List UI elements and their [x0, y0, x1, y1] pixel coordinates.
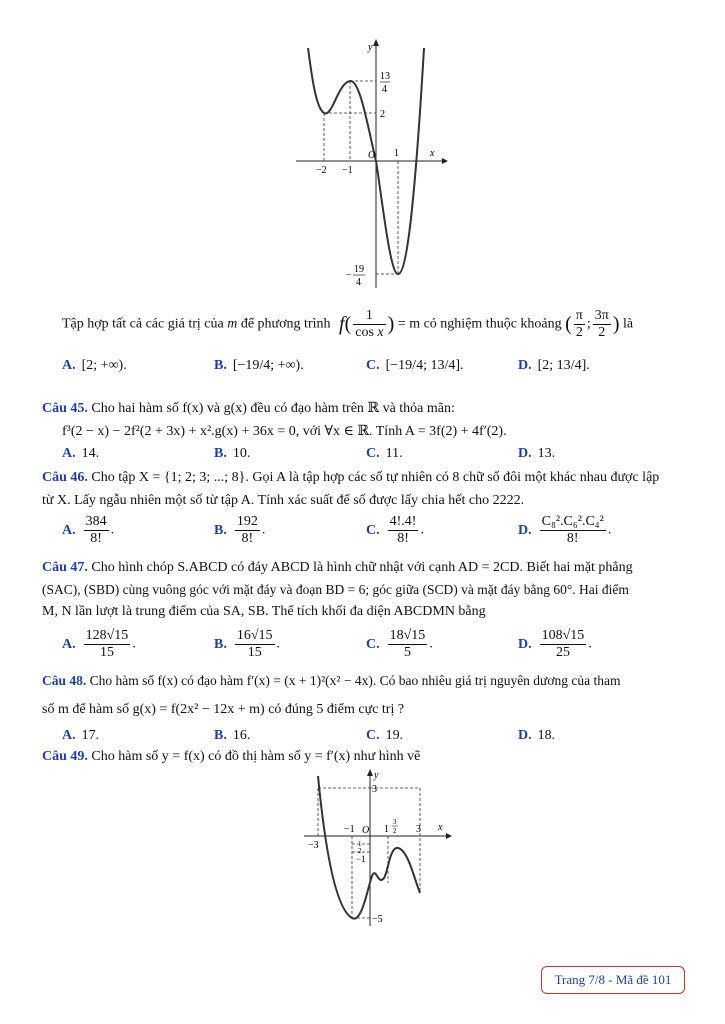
q45-line1: Câu 45. Cho hai hàm số f(x) và g(x) đều có đạo hàm trên ℝ và thỏa mãn:	[42, 401, 455, 416]
q48-line2: số m để hàm số g(x) = f(2x² − 12x + m) có đúng 5 điểm cực trị ?	[42, 702, 405, 717]
q44-option-b[interactable]: B. [−19/4; +∞).	[214, 358, 304, 373]
q46-line1: Câu 46. Cho tập X = {1; 2; 3; ...; 8}. Gọi A là tập hợp các số tự nhiên có 8 chữ số đôi một khác nhau được lập	[42, 470, 660, 485]
q45-option-c[interactable]: C. 11.	[366, 446, 403, 461]
q47-line2: (SAC), (SBD) cùng vuông góc với mặt đáy và đoạn BD = 6; góc giữa (SCD) và mặt đáy bằng 60°. Hai điểm	[42, 582, 629, 597]
x-axis-label: x	[430, 148, 435, 159]
q44-option-c[interactable]: C. [−19/4; 13/4].	[366, 358, 464, 373]
x-axis-label: x	[438, 822, 443, 833]
q46-option-d[interactable]: D. $\frac{\text{C₈².C₆².C₄²}}{8!}$ .	[518, 514, 612, 546]
q46-option-c[interactable]: C. $\frac{4!.4!}{8!}$ .	[366, 514, 424, 546]
y-axis-arrow	[367, 769, 373, 776]
origin-label: O	[362, 825, 370, 836]
q44-option-a[interactable]: A. [2; +∞).	[62, 358, 127, 373]
origin-label: O	[368, 150, 376, 161]
tick-x-1: 1	[384, 824, 389, 835]
q46-line2: từ X. Lấy ngẫu nhiên một số từ tập A. Tính xác suất để số được lấy chia hết cho 2222.	[42, 493, 525, 508]
x-axis-arrow	[442, 158, 448, 164]
q46-option-b[interactable]: B. $\frac{192}{8!}$ .	[214, 514, 266, 546]
tick-x-3-2-num: 3	[393, 818, 397, 826]
tick-x-3: 3	[416, 824, 421, 835]
q47-line1: Câu 47. Cho hình chóp S.ABCD có đáy ABCD là hình chữ nhật với cạnh AD = 2CD. Biết hai mặt phẳng	[42, 560, 633, 575]
q45-option-d[interactable]: D. 13.	[518, 446, 556, 461]
tick-y-minus-half-den: 2	[358, 847, 362, 855]
tick-y-minus: −	[346, 270, 352, 281]
q45-option-b[interactable]: B. 10.	[214, 446, 251, 461]
tick-y-13-den: 4	[382, 84, 387, 95]
y-axis-label: y	[374, 770, 379, 781]
q49-curve	[318, 776, 420, 919]
tick-x-3-2-den: 2	[393, 827, 397, 835]
q44-option-d[interactable]: D. [2; 13/4].	[518, 358, 590, 373]
q49-graph	[300, 768, 460, 928]
q44-graph	[290, 38, 460, 293]
tick-x-1: 1	[394, 148, 399, 159]
q47-option-d[interactable]: D. $\frac{108√15}{25}$ .	[518, 628, 592, 660]
q45-option-a[interactable]: A. 14.	[62, 446, 100, 461]
q48-option-d[interactable]: D. 18.	[518, 728, 556, 743]
q48-option-a[interactable]: A. 17.	[62, 728, 100, 743]
tick-y-minus5: −5	[372, 914, 383, 925]
tick-y-13: 13	[380, 71, 390, 82]
q48-option-b[interactable]: B. 16.	[214, 728, 251, 743]
tick-x-minus1: −1	[344, 824, 355, 835]
tick-x-minus3: −3	[308, 840, 319, 851]
page-footer-badge	[541, 966, 685, 994]
q47-option-b[interactable]: B. $\frac{16√15}{15}$ .	[214, 628, 281, 660]
y-axis-arrow	[373, 39, 379, 46]
q48-option-c[interactable]: C. 19.	[366, 728, 404, 743]
tick-x-minus1: −1	[342, 165, 353, 176]
q47-line3: M, N lần lượt là trung điểm của SA, SB. Thể tích khối đa diện ABCDMN bằng	[42, 604, 486, 619]
tick-y-2: 2	[380, 109, 385, 120]
tick-y-minus-half-num: 1	[358, 840, 362, 848]
tick-x-minus2: −2	[316, 165, 327, 176]
tick-y-3: 3	[372, 784, 377, 795]
y-axis-label: y	[368, 42, 373, 53]
q46-option-a[interactable]: A. $\frac{384}{8!}$ .	[62, 514, 115, 546]
q47-option-c[interactable]: C. $\frac{18√15}{5}$ .	[366, 628, 433, 660]
q45-line2: f³(2 − x) − 2f²(2 + 3x) + x².g(x) + 36x = 0, với ∀x ∈ ℝ. Tính A = 3f(2) + 4f′(2).	[62, 424, 507, 439]
tick-y-minus1: −1	[356, 854, 366, 864]
q47-option-a[interactable]: A. $\frac{128√15}{15}$ .	[62, 628, 136, 660]
tick-y-19: 19	[354, 264, 364, 275]
x-axis-arrow	[446, 833, 452, 839]
q44-stem: Tập hợp tất cả các giá trị của m để phương trình f( $\frac{1}{\text{cos x}}$ ) = m có nghiệm thuộc khoảng ( $\frac{\pi}{2}$ ; $\frac{3\pi}{2}$ ) là	[62, 308, 634, 340]
q49-line1: Câu 49. Cho hàm số y = f(x) có đồ thị hàm số y = f′(x) như hình vẽ	[42, 749, 421, 764]
q48-line1: Câu 48. Cho hàm số f(x) có đạo hàm f′(x) = (x + 1)²(x² − 4x). Có bao nhiêu giá trị nguyên dương của tham	[42, 673, 621, 688]
tick-y-19-den: 4	[356, 277, 361, 288]
footer-text: Trang 7/8 - Mã đề 101	[554, 972, 672, 987]
